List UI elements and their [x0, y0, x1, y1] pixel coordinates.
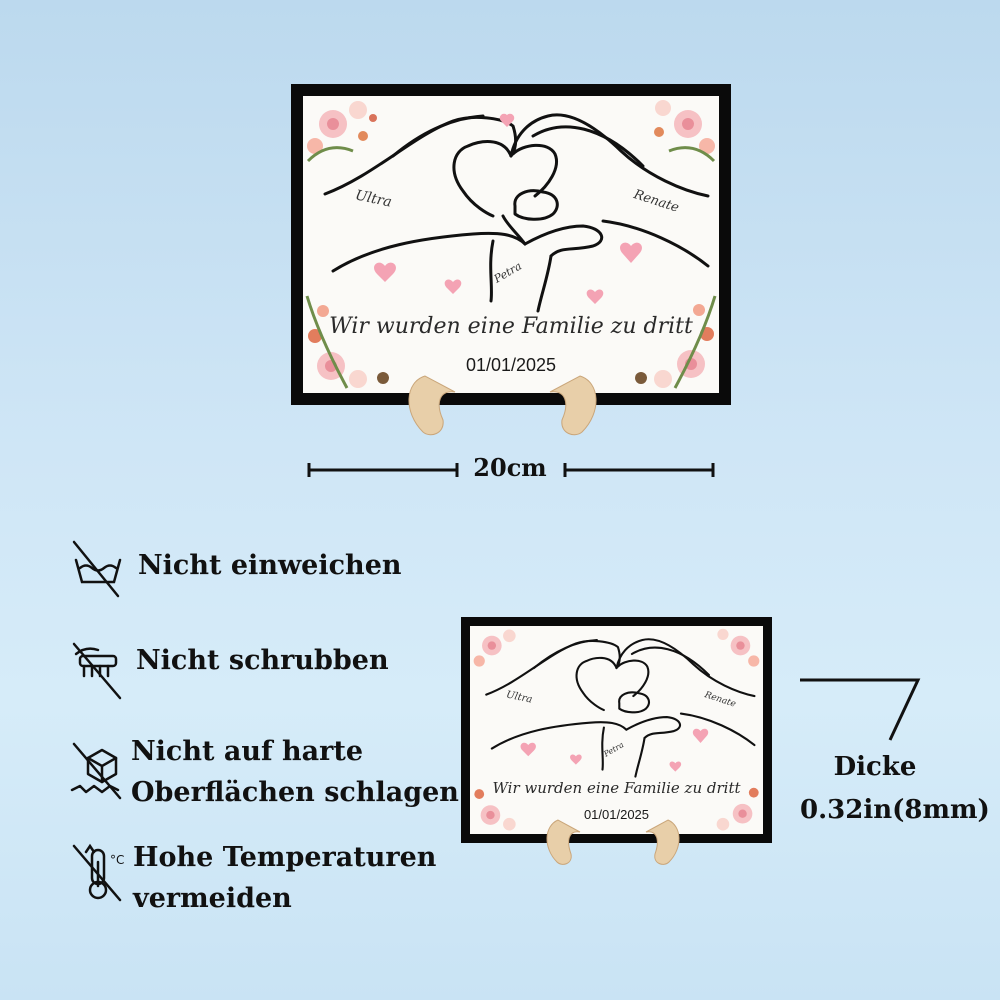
small-name-right: Renate — [703, 690, 737, 710]
thickness-pointer-line — [798, 672, 924, 744]
flower-corner-top-right — [654, 100, 715, 161]
wood-stand-small — [538, 818, 688, 870]
care-text-4-line1: Hohe Temperaturen — [133, 842, 437, 873]
no-high-temp-icon — [68, 842, 128, 902]
thickness-title: Dicke — [833, 752, 917, 782]
quote-text: Wir wurden eine Familie zu dritt — [329, 314, 693, 339]
care-text-3-line2: Oberflächen schlagen — [131, 777, 459, 808]
care-text-1: Nicht einweichen — [138, 550, 402, 581]
width-label: 20cm — [473, 453, 547, 482]
no-hard-surface-icon — [68, 740, 128, 800]
small-plaque — [461, 617, 772, 843]
small-hands-heart-illustration — [470, 626, 763, 834]
svg-text:°C: °C — [110, 853, 125, 867]
care-text-4 — [133, 837, 436, 919]
small-name-left: Ultra — [505, 689, 534, 706]
wood-stand-large — [395, 372, 610, 442]
flower-corner-top-left — [307, 101, 377, 161]
thickness-value: 0.32in(8mm) — [800, 795, 990, 825]
small-plaque-face — [470, 626, 763, 834]
name-left: Ultra — [353, 187, 394, 211]
large-plaque — [291, 84, 731, 405]
plaque-face — [303, 96, 719, 393]
name-right: Renate — [631, 187, 681, 216]
name-middle: Petra — [491, 259, 524, 286]
small-name-middle: Petra — [602, 740, 626, 759]
hands-line-art — [325, 115, 708, 311]
care-text-2: Nicht schrubben — [136, 645, 389, 676]
care-text-3-line1: Nicht auf harte — [131, 736, 364, 767]
small-quote-text: Wir wurden eine Familie zu dritt — [492, 779, 741, 797]
care-text-3 — [131, 731, 459, 813]
no-soak-icon — [68, 538, 128, 598]
date-text: 01/01/2025 — [465, 355, 557, 375]
small-date-text: 01/01/2025 — [583, 807, 650, 822]
hands-heart-illustration — [303, 96, 719, 393]
no-scrub-icon — [68, 640, 128, 700]
care-text-4-line2: vermeiden — [133, 883, 292, 914]
